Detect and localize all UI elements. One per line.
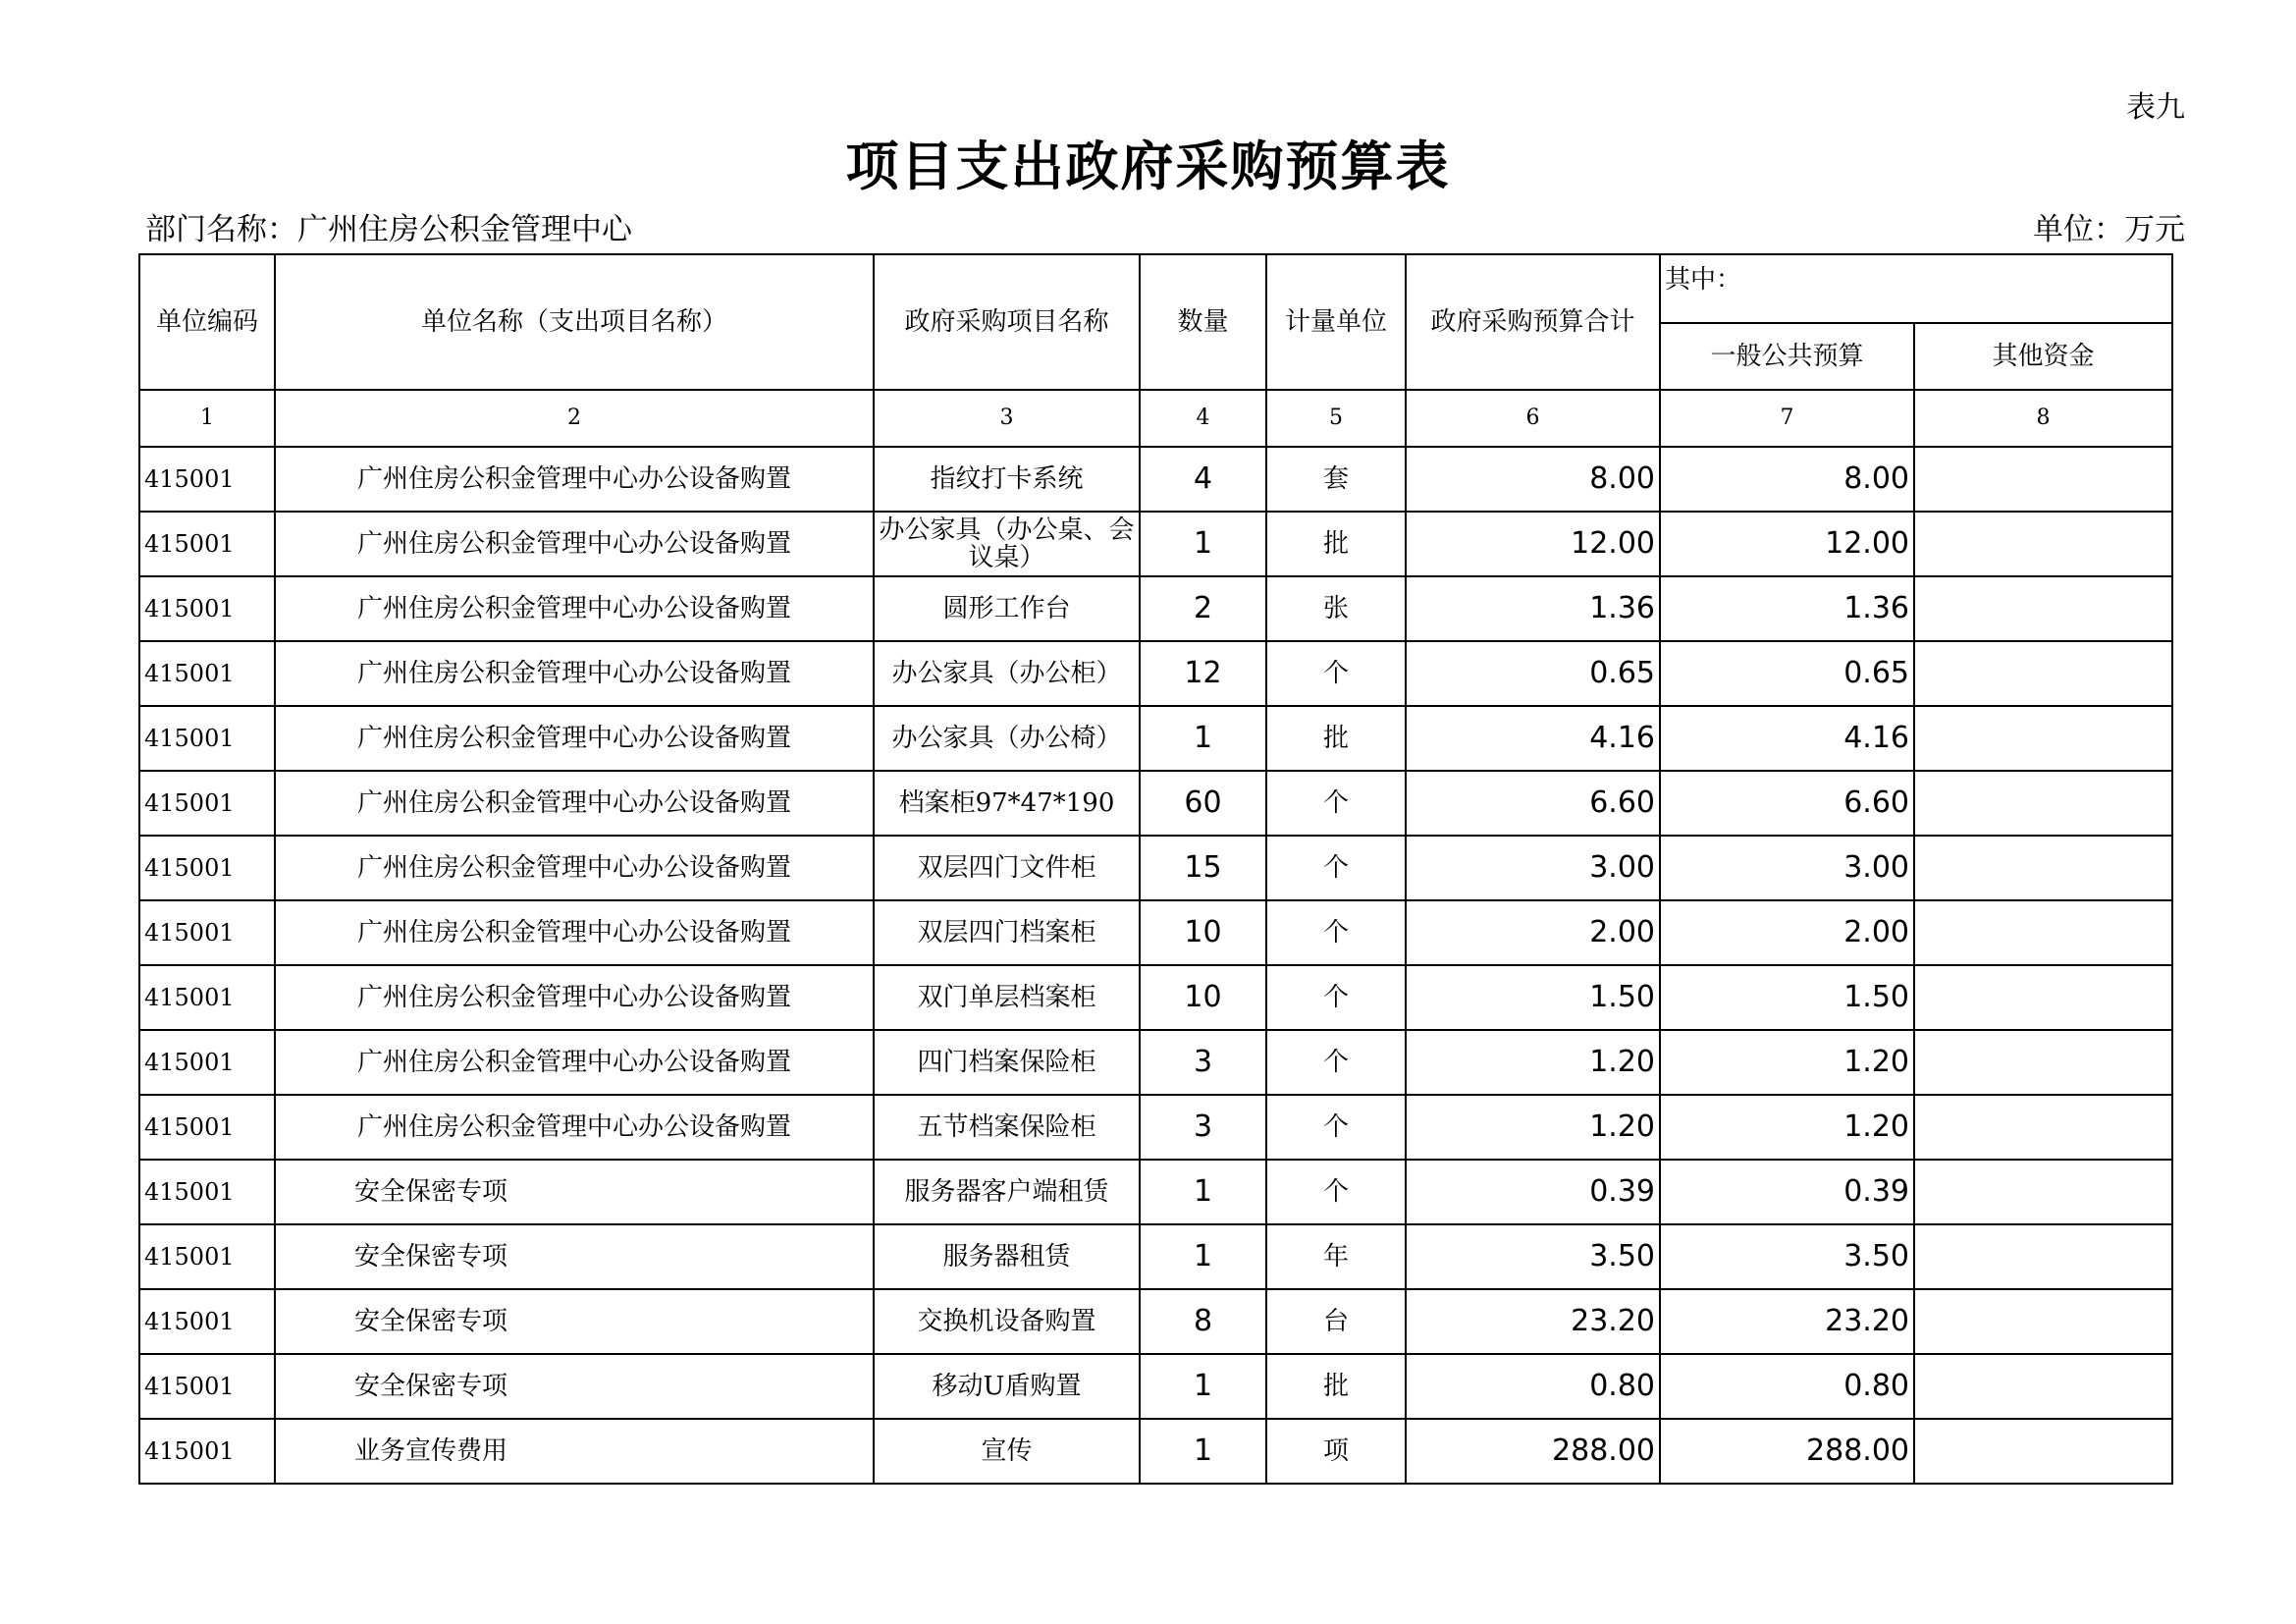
cell-qty: 2 xyxy=(1140,576,1266,641)
table-row xyxy=(139,836,2172,900)
table-row xyxy=(139,1354,2172,1419)
cell-qty: 15 xyxy=(1140,836,1266,900)
cell-unit-name: 安全保密专项 xyxy=(275,1160,874,1224)
cell-code: 415001 xyxy=(139,1095,275,1160)
cell-unit-name: 广州住房公积金管理中心办公设备购置 xyxy=(275,771,874,836)
col-index: 3 xyxy=(874,390,1140,447)
cell-item: 交换机设备购置 xyxy=(874,1289,1140,1354)
cell-item: 双层四门文件柜 xyxy=(874,836,1140,900)
page-title: 项目支出政府采购预算表 xyxy=(845,135,1451,197)
cell-unit-name: 广州住房公积金管理中心办公设备购置 xyxy=(275,641,874,706)
cell-unit-name: 广州住房公积金管理中心办公设备购置 xyxy=(275,1095,874,1160)
cell-item: 双层四门档案柜 xyxy=(874,900,1140,965)
cell-general: 4.16 xyxy=(1660,706,1914,771)
cell-code: 415001 xyxy=(139,836,275,900)
cell-item: 服务器租赁 xyxy=(874,1224,1140,1289)
cell-item: 办公家具（办公桌、会议桌） xyxy=(874,512,1140,576)
cell-general: 2.00 xyxy=(1660,900,1914,965)
cell-item: 指纹打卡系统 xyxy=(874,447,1140,512)
header-row xyxy=(139,254,2172,323)
cell-qty: 8 xyxy=(1140,1289,1266,1354)
cell-unit-name: 广州住房公积金管理中心办公设备购置 xyxy=(275,836,874,900)
cell-measure: 个 xyxy=(1266,836,1406,900)
cell-other xyxy=(1914,512,2172,576)
cell-item: 办公家具（办公柜） xyxy=(874,641,1140,706)
cell-code: 415001 xyxy=(139,1160,275,1224)
cell-total: 1.20 xyxy=(1406,1030,1660,1095)
cell-total: 4.16 xyxy=(1406,706,1660,771)
table-row xyxy=(139,1419,2172,1484)
table-row xyxy=(139,706,2172,771)
cell-other xyxy=(1914,965,2172,1030)
cell-general: 6.60 xyxy=(1660,771,1914,836)
cell-general: 288.00 xyxy=(1660,1419,1914,1484)
table-row xyxy=(139,512,2172,576)
cell-measure: 台 xyxy=(1266,1289,1406,1354)
table-row xyxy=(139,1030,2172,1095)
cell-code: 415001 xyxy=(139,1030,275,1095)
cell-unit-name: 广州住房公积金管理中心办公设备购置 xyxy=(275,447,874,512)
cell-code: 415001 xyxy=(139,1224,275,1289)
cell-unit-name: 业务宣传费用 xyxy=(275,1419,874,1484)
cell-total: 6.60 xyxy=(1406,771,1660,836)
cell-other xyxy=(1914,771,2172,836)
cell-unit-name: 广州住房公积金管理中心办公设备购置 xyxy=(275,706,874,771)
table-row xyxy=(139,771,2172,836)
cell-unit-name: 广州住房公积金管理中心办公设备购置 xyxy=(275,1030,874,1095)
cell-qty: 1 xyxy=(1140,1224,1266,1289)
col-index: 4 xyxy=(1140,390,1266,447)
cell-other xyxy=(1914,447,2172,512)
cell-other xyxy=(1914,1354,2172,1419)
cell-measure: 个 xyxy=(1266,1160,1406,1224)
col-index: 1 xyxy=(139,390,275,447)
cell-unit-name: 安全保密专项 xyxy=(275,1224,874,1289)
cell-other xyxy=(1914,1095,2172,1160)
cell-code: 415001 xyxy=(139,771,275,836)
cell-other xyxy=(1914,1289,2172,1354)
cell-qty: 12 xyxy=(1140,641,1266,706)
cell-code: 415001 xyxy=(139,576,275,641)
cell-other xyxy=(1914,1224,2172,1289)
cell-item: 办公家具（办公椅） xyxy=(874,706,1140,771)
cell-measure: 个 xyxy=(1266,965,1406,1030)
header-qty: 数量 xyxy=(1140,254,1266,390)
cell-total: 0.65 xyxy=(1406,641,1660,706)
cell-item: 宣传 xyxy=(874,1419,1140,1484)
cell-total: 3.00 xyxy=(1406,836,1660,900)
cell-other xyxy=(1914,641,2172,706)
cell-qty: 1 xyxy=(1140,1160,1266,1224)
table-row xyxy=(139,1224,2172,1289)
department-label: 部门名称：广州住房公积金管理中心 xyxy=(145,212,632,247)
cell-qty: 1 xyxy=(1140,1419,1266,1484)
col-index: 2 xyxy=(275,390,874,447)
table-row xyxy=(139,447,2172,512)
cell-general: 0.80 xyxy=(1660,1354,1914,1419)
cell-item: 双门单层档案柜 xyxy=(874,965,1140,1030)
cell-other xyxy=(1914,1419,2172,1484)
cell-other xyxy=(1914,576,2172,641)
cell-total: 0.80 xyxy=(1406,1354,1660,1419)
cell-code: 415001 xyxy=(139,1354,275,1419)
cell-measure: 个 xyxy=(1266,1030,1406,1095)
cell-general: 0.65 xyxy=(1660,641,1914,706)
header-item: 政府采购项目名称 xyxy=(874,254,1140,390)
cell-total: 3.50 xyxy=(1406,1224,1660,1289)
header-general: 一般公共预算 xyxy=(1660,323,1914,390)
cell-item: 圆形工作台 xyxy=(874,576,1140,641)
cell-code: 415001 xyxy=(139,900,275,965)
table-number: 表九 xyxy=(2126,90,2185,125)
cell-qty: 1 xyxy=(1140,706,1266,771)
cell-general: 8.00 xyxy=(1660,447,1914,512)
header-other: 其他资金 xyxy=(1914,323,2172,390)
cell-total: 23.20 xyxy=(1406,1289,1660,1354)
cell-unit-name: 广州住房公积金管理中心办公设备购置 xyxy=(275,576,874,641)
cell-unit-name: 安全保密专项 xyxy=(275,1354,874,1419)
cell-qty: 3 xyxy=(1140,1030,1266,1095)
cell-other xyxy=(1914,1160,2172,1224)
cell-qty: 4 xyxy=(1140,447,1266,512)
table-row xyxy=(139,576,2172,641)
cell-item: 四门档案保险柜 xyxy=(874,1030,1140,1095)
cell-measure: 套 xyxy=(1266,447,1406,512)
header-measure: 计量单位 xyxy=(1266,254,1406,390)
cell-general: 1.20 xyxy=(1660,1030,1914,1095)
table-row xyxy=(139,965,2172,1030)
header-unit-name: 单位名称（支出项目名称） xyxy=(275,254,874,390)
cell-code: 415001 xyxy=(139,1289,275,1354)
col-index: 6 xyxy=(1406,390,1660,447)
header-code: 单位编码 xyxy=(139,254,275,390)
cell-total: 12.00 xyxy=(1406,512,1660,576)
header-total: 政府采购预算合计 xyxy=(1406,254,1660,390)
table-row xyxy=(139,1160,2172,1224)
cell-other xyxy=(1914,706,2172,771)
cell-code: 415001 xyxy=(139,706,275,771)
cell-total: 288.00 xyxy=(1406,1419,1660,1484)
header-among: 其中： xyxy=(1660,254,2172,323)
cell-other xyxy=(1914,836,2172,900)
cell-item: 服务器客户端租赁 xyxy=(874,1160,1140,1224)
table-row xyxy=(139,900,2172,965)
cell-measure: 年 xyxy=(1266,1224,1406,1289)
table-row xyxy=(139,641,2172,706)
cell-measure: 批 xyxy=(1266,512,1406,576)
col-index: 7 xyxy=(1660,390,1914,447)
cell-total: 1.20 xyxy=(1406,1095,1660,1160)
cell-measure: 项 xyxy=(1266,1419,1406,1484)
cell-measure: 张 xyxy=(1266,576,1406,641)
cell-measure: 个 xyxy=(1266,641,1406,706)
cell-total: 2.00 xyxy=(1406,900,1660,965)
cell-general: 3.50 xyxy=(1660,1224,1914,1289)
cell-measure: 个 xyxy=(1266,1095,1406,1160)
cell-unit-name: 广州住房公积金管理中心办公设备购置 xyxy=(275,512,874,576)
cell-qty: 10 xyxy=(1140,900,1266,965)
table-row xyxy=(139,1289,2172,1354)
cell-qty: 3 xyxy=(1140,1095,1266,1160)
cell-qty: 1 xyxy=(1140,1354,1266,1419)
cell-unit-name: 广州住房公积金管理中心办公设备购置 xyxy=(275,965,874,1030)
budget-table xyxy=(138,253,2173,1485)
cell-general: 1.20 xyxy=(1660,1095,1914,1160)
cell-qty: 1 xyxy=(1140,512,1266,576)
cell-total: 0.39 xyxy=(1406,1160,1660,1224)
cell-code: 415001 xyxy=(139,965,275,1030)
cell-general: 12.00 xyxy=(1660,512,1914,576)
cell-general: 1.50 xyxy=(1660,965,1914,1030)
cell-unit-name: 广州住房公积金管理中心办公设备购置 xyxy=(275,900,874,965)
table-row xyxy=(139,1095,2172,1160)
cell-other xyxy=(1914,900,2172,965)
cell-general: 3.00 xyxy=(1660,836,1914,900)
cell-code: 415001 xyxy=(139,512,275,576)
cell-code: 415001 xyxy=(139,447,275,512)
cell-measure: 批 xyxy=(1266,706,1406,771)
cell-measure: 个 xyxy=(1266,900,1406,965)
cell-general: 23.20 xyxy=(1660,1289,1914,1354)
cell-total: 1.50 xyxy=(1406,965,1660,1030)
cell-general: 1.36 xyxy=(1660,576,1914,641)
cell-unit-name: 安全保密专项 xyxy=(275,1289,874,1354)
cell-code: 415001 xyxy=(139,641,275,706)
cell-item: 移动U盾购置 xyxy=(874,1354,1140,1419)
col-index: 8 xyxy=(1914,390,2172,447)
cell-qty: 10 xyxy=(1140,965,1266,1030)
cell-total: 1.36 xyxy=(1406,576,1660,641)
unit-label: 单位：万元 xyxy=(2033,212,2185,247)
column-index-row xyxy=(139,390,2172,447)
cell-other xyxy=(1914,1030,2172,1095)
cell-item: 档案柜97*47*190 xyxy=(874,771,1140,836)
cell-measure: 个 xyxy=(1266,771,1406,836)
cell-item: 五节档案保险柜 xyxy=(874,1095,1140,1160)
cell-measure: 批 xyxy=(1266,1354,1406,1419)
cell-qty: 60 xyxy=(1140,771,1266,836)
cell-total: 8.00 xyxy=(1406,447,1660,512)
col-index: 5 xyxy=(1266,390,1406,447)
cell-code: 415001 xyxy=(139,1419,275,1484)
cell-general: 0.39 xyxy=(1660,1160,1914,1224)
